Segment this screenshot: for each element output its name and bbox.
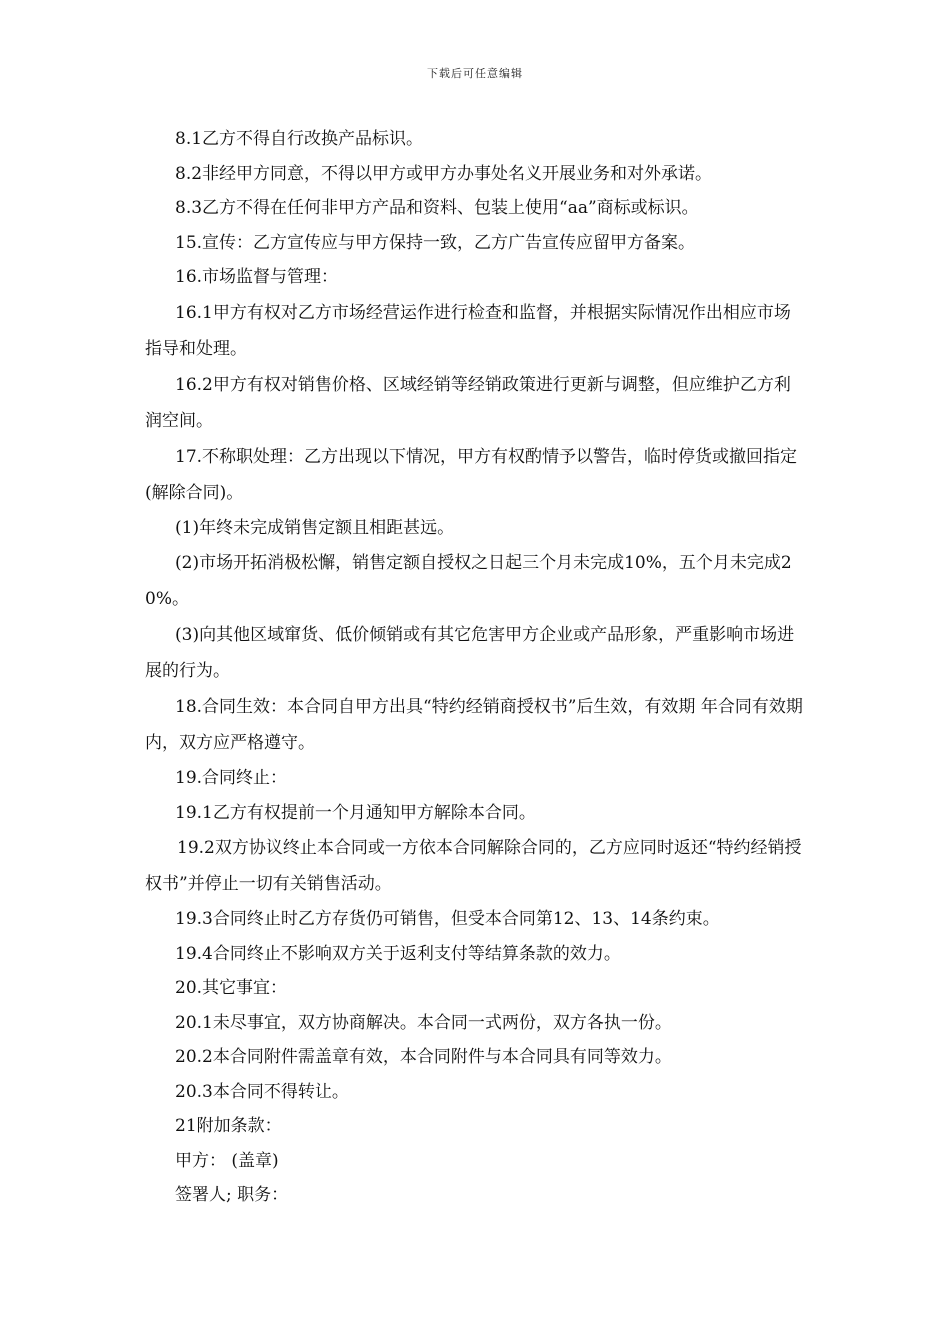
clause-17-item-3: (3)向其他区域窜货、低价倾销或有其它危害甲方企业或产品形象，严重影响市场进展的行为。 — [145, 625, 795, 681]
clause-8-2: 8.2非经甲方同意，不得以甲方或甲方办事处名义开展业务和对外承诺。 — [175, 163, 713, 184]
clause-16: 16.市场监督与管理： — [175, 267, 339, 287]
clause-15: 15.宣传：乙方宣传应与甲方保持一致，乙方广告宣传应留甲方备案。 — [175, 232, 696, 253]
clause-20: 20.其它事宜： — [175, 978, 288, 998]
clause-17: 17.不称职处理：乙方出现以下情况，甲方有权酌情予以警告，临时停货或撤回指定(解除合同)。 — [145, 446, 798, 503]
clause-19-3: 19.3合同终止时乙方存货仍可销售，但受本合同第12、13、14条约束。 — [175, 909, 720, 929]
signatory-line: 签署人; 职务： — [175, 1185, 289, 1205]
clause-20-1: 20.1未尽事宜，双方协商解决。本合同一式两份，双方各执一份。 — [175, 1012, 672, 1033]
document-body — [145, 122, 807, 1213]
clause-19: 19.合同终止： — [175, 768, 288, 788]
page-header: 下载后可任意编辑 — [427, 67, 523, 80]
clause-21: 21附加条款： — [175, 1116, 282, 1136]
clause-8-3: 8.3乙方不得在任何非甲方产品和资料、包装上使用“aa”商标或标识。 — [175, 198, 699, 218]
party-a-seal-line: 甲方： (盖章) — [175, 1150, 279, 1171]
clause-20-2: 20.2本合同附件需盖章有效，本合同附件与本合同具有同等效力。 — [175, 1047, 672, 1067]
clause-19-2: 19.2双方协议终止本合同或一方依本合同解除合同的，乙方应同时返还“特约经销授权书”并停止一切有关销售活动。 — [145, 838, 802, 894]
clause-17-item-1: (1)年终未完成销售定额且相距甚远。 — [175, 517, 455, 538]
clause-8-1: 8.1乙方不得自行改换产品标识。 — [175, 129, 424, 149]
clause-17-item-2: (2)市场开拓消极松懈，销售定额自授权之日起三个月未完成10%，五个月未完成20%。 — [145, 553, 792, 609]
clause-18: 18.合同生效：本合同自甲方出具“特约经销商授权书”后生效，有效期 年合同有效期内，双方应严格遵守。 — [145, 697, 803, 753]
clause-20-3: 20.3本合同不得转让。 — [175, 1081, 349, 1102]
clause-16-2: 16.2甲方有权对销售价格、区域经销等经销政策进行更新与调整，但应维护乙方利润空间。 — [145, 374, 791, 431]
clause-19-4: 19.4合同终止不影响双方关于返利支付等结算条款的效力。 — [175, 943, 621, 964]
clause-19-1: 19.1乙方有权提前一个月通知甲方解除本合同。 — [175, 802, 536, 823]
clause-16-1: 16.1甲方有权对乙方市场经营运作进行检查和监督，并根据实际情况作出相应市场指导和处理。 — [145, 302, 791, 359]
